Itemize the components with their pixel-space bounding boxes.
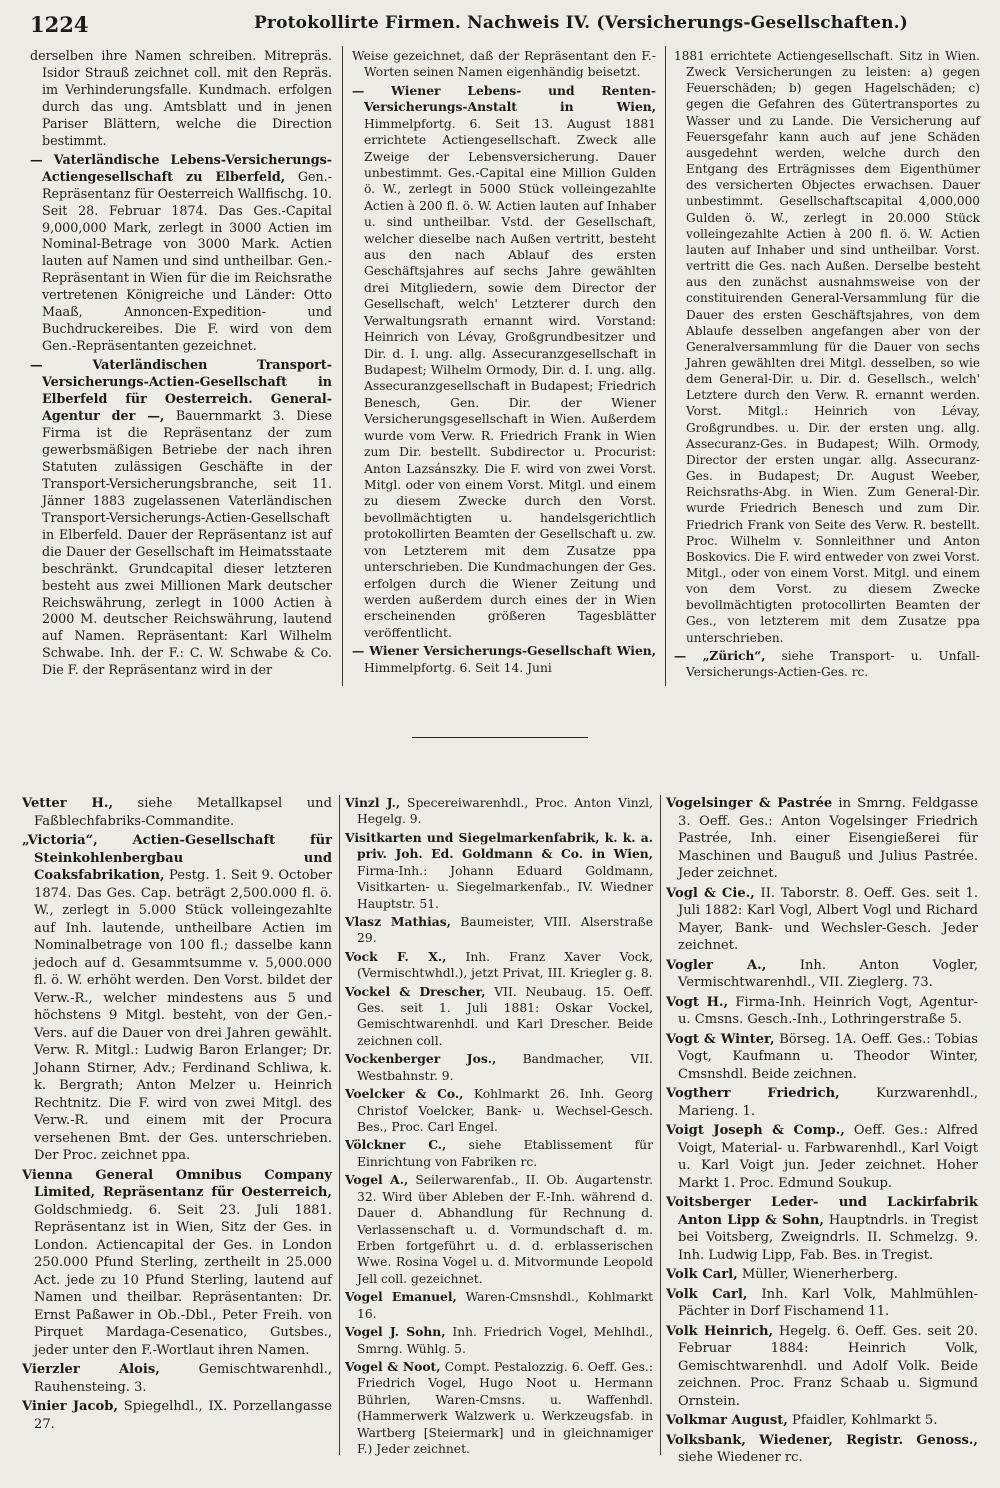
bottom-column-3 [666, 795, 978, 1469]
column-rule [665, 46, 666, 686]
column-rule [339, 795, 340, 1455]
entry: Vogelsinger & Pastrée in Smrng. Feldgasse 3. Oeff. Ges.: Anton Vogelsinger Friedrich Pastrée, Inh. einer Eisengießerei für Maschinen und Bauguß und Julius Pastrée. Jeder zeichnet. [666, 796, 978, 881]
entry: 1881 errichtete Actiengesellschaft. Sitz in Wien. Zweck Versicherungen zu leisten: a) gegen Feuerschäden; b) gegen Hagelschäden; c) gegen die Gefahren des Gütertransportes zu Wasser und zu Lande. Die Versicherung auf Feuersgefahr kann auch auf jene Schäden ausgedehnt werden, welche durch den Entgang des Erträgnisses dem Eigenthümer des versicherten Objectes erwachsen. Dauer unbestimmt. Gesellschaftscapital 4,000,000 Gulden ö. W., zerlegt in 20.000 Stück volleingezahlte Actien à 200 fl. ö. W. Actien lauten auf Inhaber und sind untheilbar. Vorst. vertritt die Ges. nach Außen. Derselbe besteht aus den zunächst ausnahmsweise von der constituirenden General-Versammlung für die Dauer des ersten Geschäftsjahres, von dem Ablaufe desselben angefangen aber von der Generalversammlung für die Dauer von sechs Jahren gewählten drei Mitgl. desselben, so wie dem General-Dir. u. Dir. d. Gesellsch., welch' Letztere durch den Verw. R. ernannt werden. Vorst. Mitgl.: Heinrich von Lévay, Großgrundbes. u. Dir. der ersten ung. allg. Assecuranz-Ges. in Budapest; Wilh. Ormody, Director der ersten ungar. allg. Assecuranz-Ges. in Budapest; Dr. August Weeber, Reichsraths-Abg. in Wien. Zum General-Dir. wurde Friedrich Benesch und zum Dir. Friedrich Frank von Seite des Verw. R. bestellt. Proc. Wilhelm v. Sonnleithner und Anton Boskovics. Die F. wird entweder von zwei Vorst. Mitgl., oder von einem Vorst. Mitgl. und einem von dem Vorst. zu diesem Zwecke bevollmächtigten protocollirten Beamten der Ges., von letzterem mit dem Zusatze ppa unterschrieben. [674, 49, 980, 645]
entry: — Vaterländischen Transport-Versicherungs-Actien-Gesellschaft in Elberfeld für Oesterreich. General-Agentur der —, Bauernmarkt 3. Diese Firma ist die Repräsentanz der zum gewerbsmäßigen Betriebe der nach ihren Statuten zulässigen Geschäfte in der Transport-Versicherungsbranche, seit 11. Jänner 1883 zugelassenen Vaterländischen Transport-Versicherungs-Actien-Gesellschaft in Elberfeld. Dauer der Repräsentanz ist auf die Dauer der Gesellschaft im Heimatsstaate beschränkt. Grundcapital dieser letzteren besteht aus zwei Millionen Mark deutscher Reichswährung, zerlegt in 1000 Actien à 2000 M. deutscher Reichswährung, lautend auf Namen. Repräsentant: Karl Wilhelm Schwabe. Inh. der F.: C. W. Schwabe & Co. Die F. der Repräsentanz wird in der [30, 357, 332, 678]
entry: Vierzler Alois, Gemischtwarenhdl., Rauhensteing. 3. [22, 1362, 332, 1395]
entry: Vogler A., Inh. Anton Vogler, Vermischtwarenhdl., VII. Zieglerg. 73. [666, 957, 978, 990]
entry: Volk Heinrich, Hegelg. 6. Oeff. Ges. seit 20. Februar 1884: Heinrich Volk, Gemischtwarenhdl. und Adolf Volk. Beide zeichnen. Proc. Franz Schaab u. Sigmund Ornstein. [666, 1323, 978, 1409]
top-column-3 [674, 48, 980, 682]
entry: Vogtherr Friedrich, Kurzwarenhdl., Marieng. 1. [666, 1086, 978, 1119]
entry: Weise gezeichnet, daß der Repräsentant den F.-Worten seinen Namen eigenhändig beisetzt. [352, 49, 656, 80]
bottom-column-1 [22, 795, 332, 1435]
top-column-2 [352, 48, 656, 678]
entry: Volk Carl, Inh. Karl Volk, Mahlmühlen-Pächter in Dorf Fischamend 11. [666, 1286, 978, 1319]
entry: „Victoria“, Actien-Gesellschaft für Steinkohlenbergbau und Coaksfabrikation, Pestg. 1. Seit 9. October 1874. Das Ges. Cap. beträgt 2,500.000 fl. ö. W., zerlegt in 5.000 Stück volleingezahlte auf Inh. lautende, untheilbare Actien im Nominalbetrage von 100 fl.; dasselbe kann jedoch auf d. Gesammtsumme v. 5,000.000 fl. ö. W. erhöht werden. Den Vorst. bildet der Verw.-R., welcher mindestens aus 5 und höchstens 9 Mitgl. besteht, von der Gen.-Vers. auf die Dauer von drei Jahren gewählt. Verw. R. Mitgl.: Ludwig Baron Erlanger; Dr. Johann Stirner, Adv.; Ferdinand Schliwa, k. k. Bergrath; Anton Melzer u. Heinrich Rechtnitz. Die F. wird von zwei Mitgl. des Verw.-R. und einem mit der Procura versehenen Bmt. der Ges. unterschrieben. Der Proc. zeichnet ppa. [22, 833, 332, 1163]
entry: Vogt & Winter, Börseg. 1A. Oeff. Ges.: Tobias Vogt, Kaufmann u. Theodor Winter, Cmsnshdl. Beide zeichnen. [666, 1031, 978, 1082]
entry: — Wiener Versicherungs-Gesellschaft Wien, Himmelpfortg. 6. Seit 14. Juni [352, 643, 656, 675]
entry: — Wiener Lebens- und Renten-Versicherungs-Anstalt in Wien, Himmelpfortg. 6. Seit 13. August 1881 errichtete Actiengesellschaft. Zweck alle Zweige der Lebensversicherung. Dauer unbestimmt. Ges.-Capital eine Million Gulden ö. W., zerlegt in 5000 Stück volleingezahlte Actien à 200 fl. ö. W. Actien lauten auf Inhaber u. sind untheilbar. Vstd. der Gesellschaft, welcher dieselbe nach Außen vertritt, besteht aus den nach Ablauf des ersten Geschäftsjahres auf sechs Jahre gewählten drei Mitgliedern, sowie dem Director der Gesellschaft, welch' Letzterer durch den Verwaltungsrath ernannt wird. Vorstand: Heinrich von Lévay, Großgrundbesitzer und Dir. d. I. ung. allg. Assecuranzgesellschaft in Budapest; Wilhelm Ormody, Dir. d. I. ung. allg. Assecuranzgesellschaft in Budapest; Friedrich Benesch, Gen. Dir. der Wiener Versicherungsgesellschaft in Wien. Außerdem wurde vom Verw. R. Friedrich Frank in Wien zum Dir. bestellt. Subdirector u. Procurist: Anton Lazsánszky. Die F. wird von zwei Vorst. Mitgl. oder von einem Vorst. Mitgl. und einem zu diesem Zwecke durch den Vorst. bevollmächtigten u. handelsgerichtlich protokollirten Beamten der Gesellschaft u. zw. von Letzterem mit dem Zusatze ppa unterschrieben. Die Kundmachungen der Ges. erfolgen durch die Wiener Zeitung und werden außerdem durch eines der in Wien erscheinenden größeren Tagesblätter veröffentlicht. [352, 82, 656, 640]
entry: Voitsberger Leder- und Lackirfabrik Anton Lipp & Sohn, Hauptndrls. in Tregist bei Voitsberg, Zweigndrls. II. Schmelzg. 9. Inh. Ludwig Lipp, Fab. Bes. in Tregist. [666, 1195, 978, 1263]
entry: Vockel & Drescher, VII. Neubaug. 15. Oeff. Ges. seit 1. Juli 1881: Oskar Vockel, Gemischtwarenhdl. und Karl Drescher. Beide zeichnen coll. [345, 983, 653, 1048]
entry: Vock F. X., Inh. Franz Xaver Vock, (Vermischtwhdl.), jetzt Privat, III. Kriegler g. 8. [345, 948, 654, 981]
entry: Vogel J. Sohn, Inh. Friedrich Vogel, Mehlhdl., Smrng. Wühlg. 5. [345, 1324, 653, 1356]
bottom-column-2 [345, 795, 653, 1459]
entry: derselben ihre Namen schreiben. Mitrepräs. Isidor Strauß zeichnet coll. mit den Repräs. im Verhinderungsfalle. Kundmach. erfolgen durch das ung. Amtsblatt und in jenen Pariser Blättern, welche die Direction bestimmt. [30, 48, 332, 148]
entry: Vogel Emanuel, Waren-Cmsnshdl., Kohlmarkt 16. [345, 1289, 653, 1321]
entry: Visitkarten und Siegelmarkenfabrik, k. k. a. priv. Joh. Ed. Goldmann & Co. in Wien, Firma-Inh.: Johann Eduard Goldmann, Visitkarten- u. Siegelmarkenfab., IV. Wiedner Hauptstr. 51. [345, 829, 653, 911]
entry: Vogt H., Firma-Inh. Heinrich Vogt, Agentur- u. Cmsns. Gesch.-Inh., Lothringerstraße 5. [666, 994, 978, 1027]
running-head: Protokollirte Firmen. Nachweis IV. (Versicherungs-Gesellschaften.) [253, 13, 909, 33]
column-rule [342, 46, 343, 686]
entry: — „Zürich“, siehe Transport- u. Unfall-Versicherungs-Actien-Ges. rc. [674, 648, 980, 679]
entry: Vienna General Omnibus Company Limited, Repräsentanz für Oesterreich, Goldschmiedg. 6. Seit 23. Juli 1881. Repräsentanz ist in Wien, Sitz der Ges. in London. Actiencapital der Ges. in London 250.000 Pfund Sterling, zertheilt in 25.000 Act. jede zu 10 Pfund Sterling, lautend auf Namen und theilbar. Repräsentanten: Dr. Ernst Paßawer in Ob.-Dbl., Peter Freih. von Pirquet Mardaga-Cesenatico, Gutsbes., jeder unter den F.-Wortlaut ihren Namen. [22, 1167, 332, 1358]
entry: Vetter H., siehe Metallkapsel und Faßblechfabriks-Commandite. [22, 796, 332, 829]
page-header [26, 8, 986, 38]
entry: Vlasz Mathias, Baumeister, VIII. Alserstraße 29. [345, 913, 653, 946]
entry: Vogl & Cie., II. Taborstr. 8. Oeff. Ges. seit 1. Juli 1882: Karl Vogl, Albert Vogl und Richard Mayer, Bank- und Wechsler-Gesch. Jeder zeichnet. [666, 885, 978, 953]
page-number: 1224 [30, 12, 89, 37]
entry: Volksbank, Wiedener, Registr. Genoss., siehe Wiedener rc. [666, 1432, 978, 1465]
entry: Vinzl J., Specereiwarenhdl., Proc. Anton Vinzl, Hegelg. 9. [345, 795, 653, 827]
entry: Volkmar August, Pfaidler, Kohlmarkt 5. [666, 1413, 938, 1428]
entry: Vogel & Noot, Compt. Pestalozzig. 6. Oeff. Ges.: Friedrich Vogel, Hugo Noot u. Hermann Bührlen, Waren-Cmsns. u. Waffenhdl. (Hammerwerk Walzwerk u. Werkzeugsfab. in Wartberg [Steiermark] und in gleichnamiger F.) Jeder zeichnet. [345, 1358, 653, 1457]
entry: Völckner C., siehe Etablissement für Einrichtung von Fabriken rc. [345, 1137, 653, 1169]
entry: Vogel A., Seilerwarenfab., II. Ob. Augartenstr. 32. Wird über Ableben der F.-Inh. während d. Dauer d. Abhandlung für Rechnung d. Verlassenschaft u. d. Vormundschaft d. m. Erben fortgeführt u. d. d. erblasserischen Wwe. Rosina Vogel u. d. Mitvormunde Leopold Jell coll. gezeichnet. [345, 1172, 653, 1286]
top-column-1 [30, 48, 332, 681]
entry: Vinier Jacob, Spiegelhdl., IX. Porzellangasse 27. [22, 1399, 332, 1432]
entry: Voelcker & Co., Kohlmarkt 26. Inh. Georg Christof Voelcker, Bank- u. Wechsel-Gesch. Bes., Proc. Carl Engel. [345, 1086, 653, 1135]
column-rule [660, 795, 661, 1455]
entry: Vockenberger Jos., Bandmacher, VII. Westbahnstr. 9. [345, 1051, 653, 1083]
entry: Voigt Joseph & Comp., Oeff. Ges.: Alfred Voigt, Material- u. Farbwarenhdl., Karl Voigt u. Karl Voigt jun. Jeder zeichnet. Hoher Markt 1. Proc. Edmund Soukup. [666, 1123, 979, 1191]
entry: Volk Carl, Müller, Wienerherberg. [666, 1267, 898, 1282]
section-divider [412, 737, 588, 738]
entry: — Vaterländische Lebens-Versicherungs-Actiengesellschaft zu Elberfeld, Gen.-Repräsentanz für Oesterreich Wallfischg. 10. Seit 28. Februar 1874. Das Ges.-Capital 9,000,000 Mark, zerlegt in 3000 Actien im Nominal-Betrage von 3000 Mark. Actien lauten auf Namen und sind untheilbar. Gen.-Repräsentant in Wien für die im Reichsrathe vertretenen Königreiche und Länder: Otto Maaß, Annoncen-Expedition- und Buchdruckereibes. Die F. wird von dem Gen.-Repräsentanten gezeichnet. [30, 151, 332, 354]
